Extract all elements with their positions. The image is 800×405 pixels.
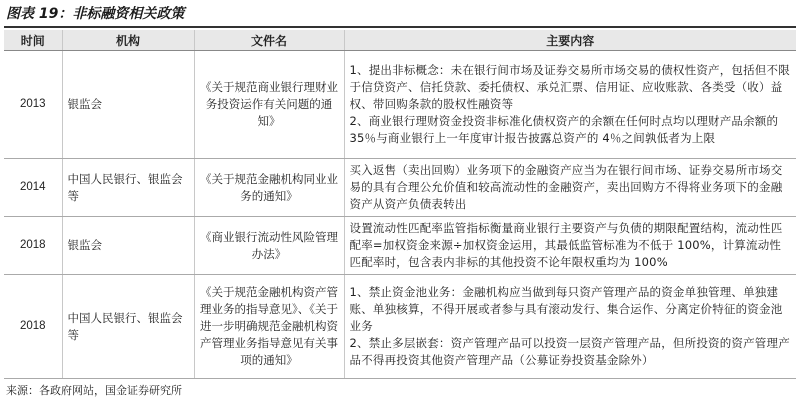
table-header-row xyxy=(4,30,796,51)
content-item: 2、商业银行理财资金投资非标准化债权资产的余额在任何时点均以理财产品余额的 35％与商业银行上一年度审计报告披露总资产的 4％之间孰低者为上限 xyxy=(349,114,779,145)
row-doc: 《关于规范商业银行理财业务投资运作有关问题的通知》 xyxy=(194,51,344,159)
row-org: 中国人民银行、银监会等 xyxy=(62,275,194,379)
content-item: 1、提出非标概念：未在银行间市场及证券交易所市场交易的债权性资产，包括但不限于信贷资产、信托贷款、委托债权、承兑汇票、信用证、应收账款、各类受（收）益权、带回购条款的股权性融资等 xyxy=(349,63,790,111)
row-content xyxy=(344,159,796,217)
row-year: 2018 xyxy=(4,275,62,379)
title-divider xyxy=(4,26,796,28)
row-year: 2018 xyxy=(4,217,62,275)
header-doc: 文件名 xyxy=(194,30,344,51)
header-org: 机构 xyxy=(62,30,194,51)
content-item: 1、禁止资金池业务：金融机构应当做到每只资产管理产品的资金单独管理、单独建账、单独核算，不得开展或者参与具有滚动发行、集合运作、分离定价特征的资金池业务 xyxy=(349,285,783,333)
source-note: 来源：各政府网站，国金证券研究所 xyxy=(6,384,182,397)
row-content xyxy=(344,217,796,275)
table-row xyxy=(4,159,796,217)
row-org: 中国人民银行、银监会等 xyxy=(62,159,194,217)
policy-table xyxy=(4,30,796,379)
header-time: 时间 xyxy=(4,30,62,51)
row-year: 2014 xyxy=(4,159,62,217)
row-doc: 《关于规范金融机构资产管理业务的指导意见》、《关于进一步明确规范金融机构资产管理业务指导意见有关事项的通知》 xyxy=(194,275,344,379)
row-doc: 《商业银行流动性风险管理办法》 xyxy=(194,217,344,275)
table-row xyxy=(4,217,796,275)
content-item: 买入返售（卖出回购）业务项下的金融资产应当为在银行间市场、证券交易所市场交易的具有合理公允价值和较高流动性的金融资产，卖出回购方不得将业务项下的金融资产从资产负债表转出 xyxy=(349,163,783,211)
row-year: 2013 xyxy=(4,51,62,159)
row-org: 银监会 xyxy=(62,51,194,159)
row-content xyxy=(344,51,796,159)
figure-title: 图表 19：非标融资相关政策 xyxy=(6,6,185,22)
row-content xyxy=(344,275,796,379)
content-item: 2、禁止多层嵌套：资产管理产品可以投资一层资产管理产品，但所投资的资产管理产品不得再投资其他资产管理产品（公募证券投资基金除外） xyxy=(349,336,790,367)
table-row xyxy=(4,51,796,159)
row-org: 银监会 xyxy=(62,217,194,275)
row-doc: 《关于规范金融机构同业业务的通知》 xyxy=(194,159,344,217)
table-row xyxy=(4,275,796,379)
header-content: 主要内容 xyxy=(344,30,796,51)
content-item: 设置流动性匹配率监管指标衡量商业银行主要资产与负债的期限配置结构，流动性匹配率=加权资金来源÷加权资金运用，其最低监管标准为不低于 100%，计算流动性匹配率时，包含表内非标的其他投资不论年限权重均为 100% xyxy=(349,221,783,269)
